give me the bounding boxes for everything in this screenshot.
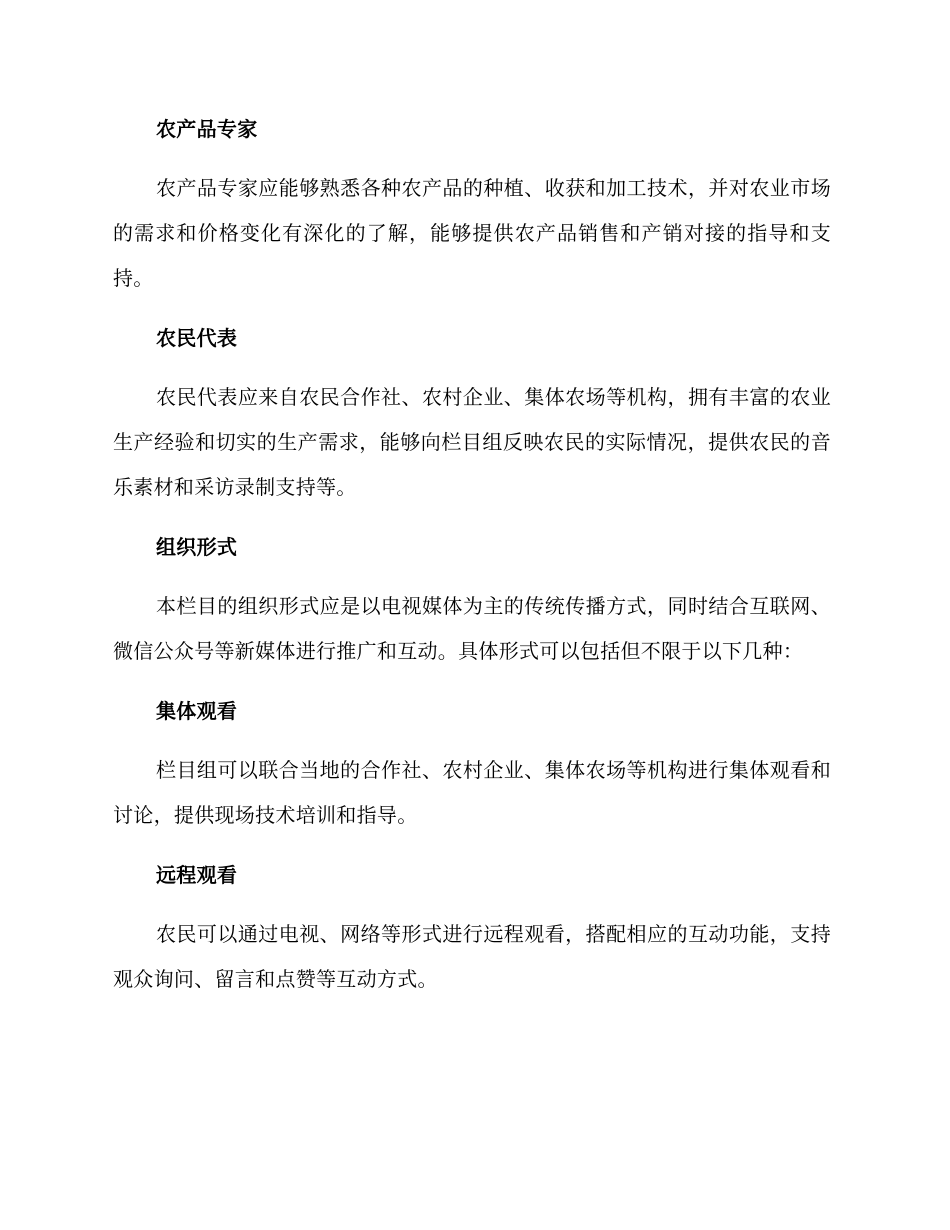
section-heading-organization-form: 组织形式 [156, 535, 238, 559]
section-paragraph-remote-viewing: 农民可以通过电视、网络等形式进行远程观看，搭配相应的互动功能，支持观众询问、留言和点赞等互动方式。 [113, 922, 831, 991]
section-paragraph-farmer-rep: 农民代表应来自农民合作社、农村企业、集体农场等机构，拥有丰富的农业生产经验和切实的生产需求，能够向栏目组反映农民的实际情况，提供农民的音乐素材和采访录制支持等。 [113, 385, 831, 499]
section-heading-group-viewing: 集体观看 [156, 699, 238, 723]
section-paragraph-organization-form: 本栏目的组织形式应是以电视媒体为主的传统传播方式，同时结合互联网、微信公众号等新媒体进行推广和互动。具体形式可以包括但不限于以下几种： [113, 594, 831, 663]
document-content [113, 112, 831, 1022]
section-heading-agri-expert: 农产品专家 [156, 117, 258, 141]
section-heading-farmer-rep: 农民代表 [156, 326, 238, 350]
section-paragraph-group-viewing: 栏目组可以联合当地的合作社、农村企业、集体农场等机构进行集体观看和讨论，提供现场技术培训和指导。 [113, 758, 831, 827]
section-paragraph-agri-expert: 农产品专家应能够熟悉各种农产品的种植、收获和加工技术，并对农业市场的需求和价格变化有深化的了解，能够提供农产品销售和产销对接的指导和支持。 [113, 176, 831, 290]
section-heading-remote-viewing: 远程观看 [156, 863, 238, 887]
